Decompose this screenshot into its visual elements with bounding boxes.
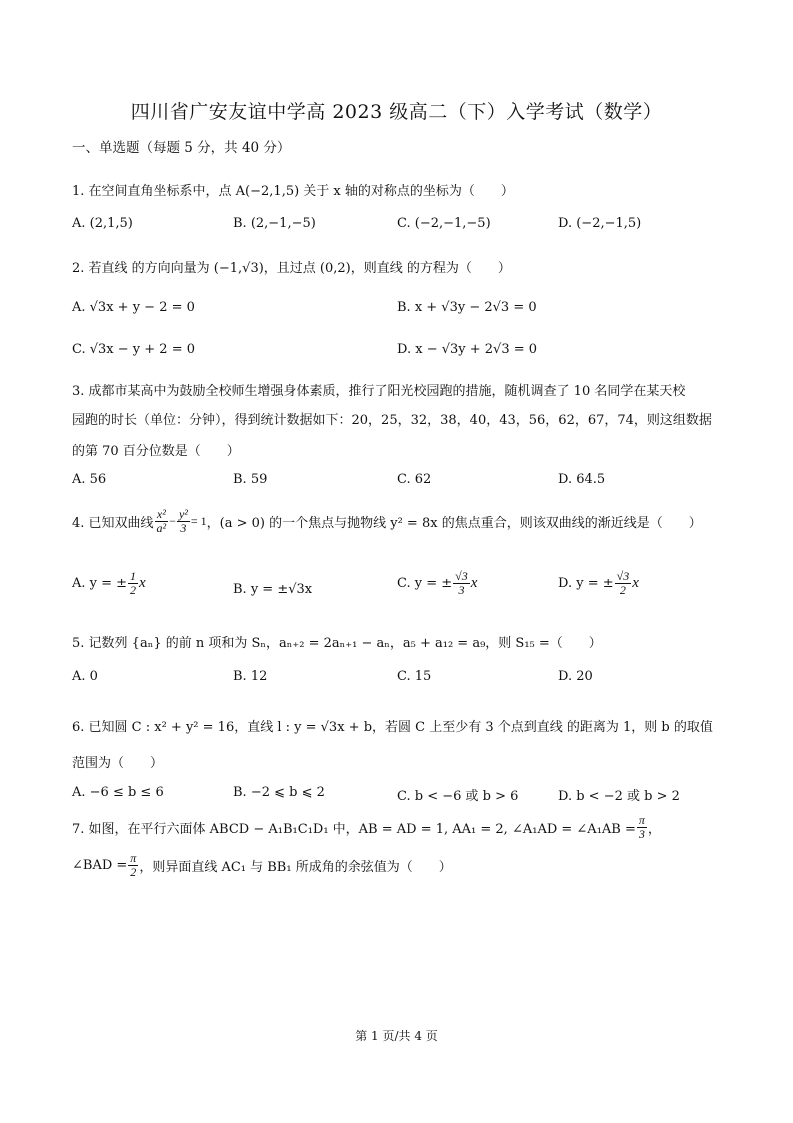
page-footer: 第 1 页/共 4 页: [355, 1029, 438, 1043]
q4-opt-c-x: x: [470, 575, 478, 592]
q2-option-d: D. x − √3y + 2√3 = 0: [397, 342, 538, 357]
question-4-stem: 4. 已知双曲线 $\frac{\text{x²}}{\text{a²}}$ − $\frac{\text{y²}}{3}$ = 1 ，(a > 0) 的一个焦点与抛物线 y² = 8x 的焦点重合，则该双曲线的渐近线是（ ）: [72, 507, 702, 536]
q1-option-d: D. (−2,−1,5): [558, 216, 642, 231]
q4-frac-y-den: 3: [180, 521, 187, 536]
q4-option-a: [72, 570, 146, 597]
q2-option-b: B. x + √3y − 2√3 = 0: [397, 300, 537, 315]
q4-opt-a-den: 2: [130, 583, 137, 598]
q5-option-c: C. 15: [397, 669, 432, 684]
q7-pi3-den: 3: [638, 827, 645, 842]
q4-frac-x-den: a²: [156, 521, 167, 536]
question-3-stem-line-1: 3. 成都市某高中为鼓励全校师生增强身体素质，推行了阳光校园跑的措施，随机调查了 10 名同学在某天校: [72, 384, 686, 399]
q1-option-c: C. (−2,−1,−5): [397, 216, 491, 231]
q2-option-a: A. √3x + y − 2 = 0: [72, 300, 195, 315]
q4-stem-suffix: ，(a > 0) 的一个焦点与抛物线 y² = 8x 的焦点重合，则该双曲线的渐近线是（ ）: [206, 516, 702, 532]
q5-option-a: A. 0: [72, 669, 98, 684]
q4-opt-a-x: x: [139, 575, 146, 592]
q5-option-b: B. 12: [233, 669, 268, 684]
q4-option-b: B. y = ±√3x: [233, 582, 313, 597]
question-6-stem-line-1: 6. 已知圆 C : x² + y² = 16，直线 l : y = √3x + b，若圆 C 上至少有 3 个点到直线 的距离为 1，则 b 的取值: [72, 720, 713, 735]
q4-opt-c-fraction: [453, 570, 470, 597]
question-7-stem-line-1: 7. 如图，在平行六面体 ABCD − A₁B₁C₁D₁ 中，AB = AD = 1, AA₁ = 2, ∠A₁AD = ∠A₁AB = $\frac{\pi}{3}$ ，: [72, 813, 661, 842]
q4-option-d: [558, 570, 639, 597]
q6-option-b: B. −2 ⩽ b ⩽ 2: [233, 785, 325, 800]
q7-fraction-pi-3: [637, 814, 647, 841]
q4-opt-a-fraction: [128, 570, 138, 597]
q4-frac-x-num: x²: [155, 508, 169, 522]
q6-option-c: C. b < −6 或 b > 6: [397, 789, 519, 804]
q3-option-d: D. 64.5: [558, 472, 606, 487]
q4-opt-d-x: x: [632, 575, 639, 592]
q4-opt-c-prefix: C. y = ±: [397, 576, 453, 592]
question-3-stem-line-2: 园跑的时长（单位：分钟），得到统计数据如下：20，25，32，38，40，43，56，62，67，74，则这组数据: [72, 413, 712, 428]
q4-opt-d-num: √3: [616, 569, 630, 583]
q4-frac-y-num: y²: [178, 507, 188, 521]
q6-option-d: D. b < −2 或 b > 2: [558, 789, 680, 804]
q4-opt-a-num: 1: [130, 569, 137, 583]
q7-stem-angle: ∠BAD =: [72, 858, 128, 874]
exam-title: 四川省广安友谊中学高 2023 级高二（下）入学考试（数学）: [130, 101, 663, 123]
q7-pi2-num: π: [130, 851, 137, 865]
section-heading: 一、单选题（每题 5 分，共 40 分）: [72, 140, 291, 156]
question-1-stem: 1. 在空间直角坐标系中，点 A(−2,1,5) 关于 x 轴的对称点的坐标为（ ）: [72, 184, 514, 199]
question-5-stem: 5. 记数列 {aₙ} 的前 n 项和为 Sₙ，aₙ₊₂ = 2aₙ₊₁ − aₙ，a₅ + a₁₂ = a₉，则 S₁₅ =（ ）: [72, 636, 602, 651]
q4-opt-c-num: √3: [455, 569, 468, 583]
q4-opt-d-den: 2: [619, 583, 626, 598]
q2-option-c: C. √3x − y + 2 = 0: [72, 342, 195, 357]
q7-stem-suffix: ，则异面直线 AC₁ 与 BB₁ 所成角的余弦值为（ ）: [139, 860, 452, 876]
q3-option-b: B. 59: [233, 472, 268, 487]
q4-opt-d-prefix: D. y = ±: [558, 576, 614, 592]
q1-option-b: B. (2,−1,−5): [233, 216, 316, 231]
q3-option-c: C. 62: [397, 472, 432, 487]
q7-pi2-den: 2: [130, 865, 137, 880]
q7-fraction-pi-2: [128, 852, 138, 879]
question-3-stem-line-3: 的第 70 百分位数是（ ）: [72, 444, 240, 459]
q3-option-a: A. 56: [72, 472, 107, 487]
q4-opt-d-fraction: [615, 570, 632, 597]
q6-option-a: A. −6 ≤ b ≤ 6: [72, 785, 164, 800]
q4-option-c: [397, 570, 477, 597]
question-2-stem: 2. 若直线 的方向向量为 (−1,√3)，且过点 (0,2)，则直线 的方程为（ ）: [72, 261, 511, 276]
q7-pi3-num: π: [638, 813, 645, 827]
q4-stem-prefix: 4. 已知双曲线: [72, 516, 154, 532]
q4-equals-one: = 1: [190, 514, 207, 529]
q4-opt-a-prefix: A. y = ±: [72, 576, 128, 592]
q1-option-a: A. (2,1,5): [72, 216, 133, 231]
q4-fraction-x: [155, 508, 169, 535]
q5-option-d: D. 20: [558, 669, 593, 684]
question-6-stem-line-2: 范围为（ ）: [72, 756, 164, 771]
q4-fraction-y: [177, 508, 190, 535]
q7-stem-prefix: 7. 如图，在平行六面体 ABCD − A₁B₁C₁D₁ 中，AB = AD = 1, AA₁ = 2, ∠A₁AD = ∠A₁AB =: [72, 822, 636, 838]
q4-opt-c-den: 3: [458, 583, 465, 598]
question-7-stem-line-2: [72, 852, 452, 879]
